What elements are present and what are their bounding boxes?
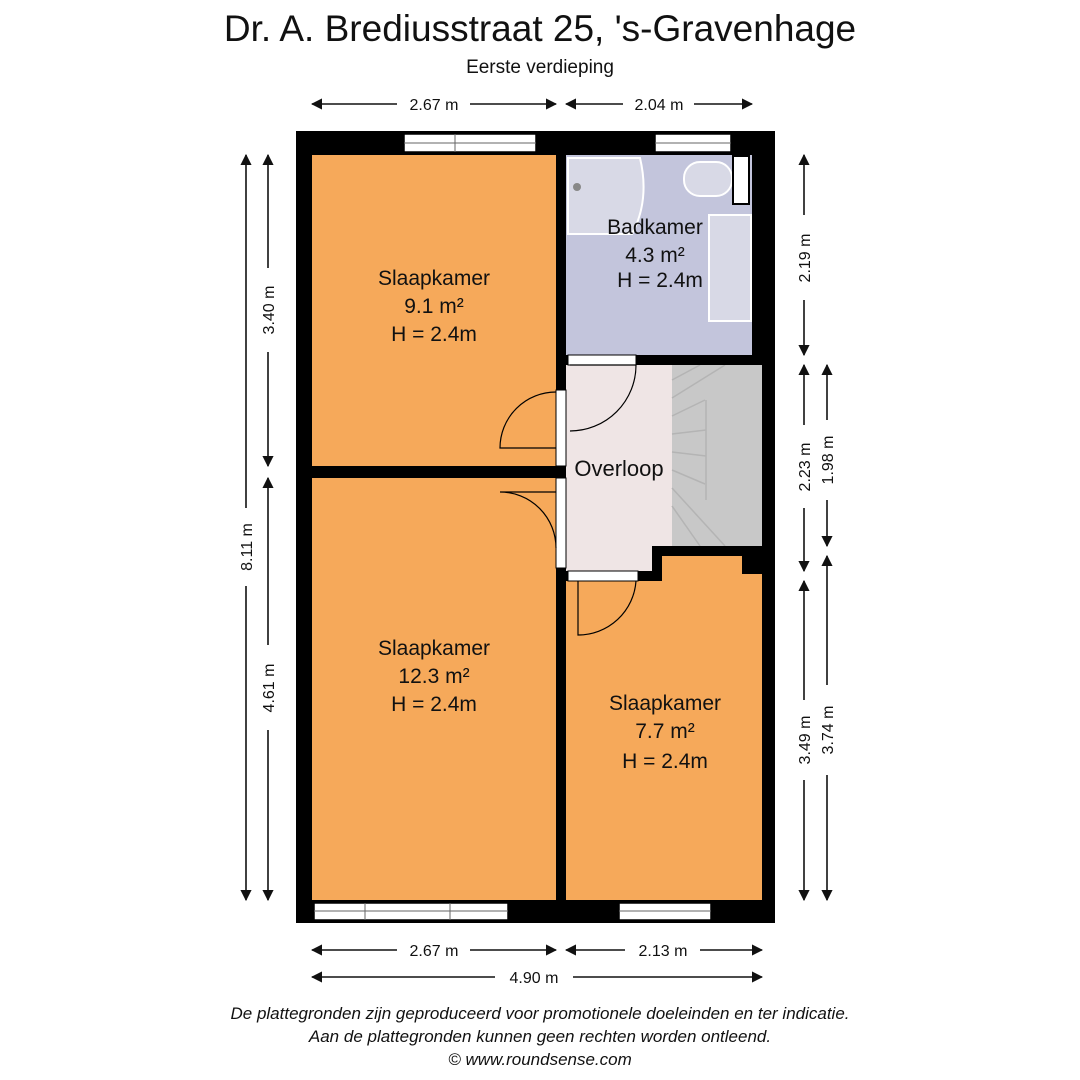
dim-bottom-right: 2.13 m — [638, 943, 688, 960]
bedroom-2-floor — [312, 478, 556, 900]
disclaimer — [0, 1002, 1080, 1071]
landing-name: Overloop — [574, 456, 664, 481]
stairs — [672, 365, 762, 546]
bedroom-2-area: 12.3 m² — [398, 665, 470, 688]
toilet-icon — [684, 162, 732, 196]
bedroom-2-height: H = 2.4m — [391, 693, 477, 716]
dim-right-landing-inner: 1.98 m — [820, 435, 837, 485]
floor-subtitle: Eerste verdieping — [466, 57, 614, 78]
bedroom-1-height: H = 2.4m — [391, 323, 477, 346]
bedroom-2-name: Slaapkamer — [377, 637, 491, 660]
bathroom-height: H = 2.4m — [617, 269, 703, 292]
bedroom-1-area: 9.1 m² — [404, 295, 464, 318]
dim-left-total: 8.11 m — [239, 523, 256, 571]
bedroom-1-name: Slaapkamer — [377, 267, 491, 290]
dim-right-bath: 2.19 m — [797, 233, 814, 283]
dim-bottom-total: 4.90 m — [509, 970, 559, 987]
disclaimer-line-2: Aan de plattegronden kunnen geen rechten worden ontleend. — [308, 1027, 772, 1046]
dim-right-bedroom-outer: 3.49 m — [797, 715, 814, 765]
copyright-line: © www.roundsense.com — [448, 1050, 632, 1069]
disclaimer-line-1: De plattegronden zijn geproduceerd voor promotionele doeleinden en ter indicatie. — [230, 1004, 850, 1023]
bathroom-window-frame — [733, 156, 749, 204]
bedroom-3-area: 7.7 m² — [635, 720, 695, 743]
dim-top-left: 2.67 m — [409, 97, 459, 114]
bathroom-area: 4.3 m² — [625, 244, 685, 267]
dim-left-upper: 3.40 m — [261, 285, 278, 335]
washbasin-unit — [709, 215, 751, 321]
dim-bottom-left: 2.67 m — [409, 943, 459, 960]
bathroom-name: Badkamer — [607, 216, 703, 239]
page-title: Dr. A. Brediusstraat 25, 's-Gravenhage — [223, 8, 857, 49]
bedroom-3-name: Slaapkamer — [608, 692, 722, 715]
dim-right-bedroom-inner: 3.74 m — [820, 705, 837, 755]
dim-left-lower: 4.61 m — [261, 663, 278, 713]
shower-head-icon — [573, 183, 581, 191]
dim-top-right: 2.04 m — [634, 97, 684, 114]
dim-right-landing-outer: 2.23 m — [797, 442, 814, 492]
bedroom-3-height: H = 2.4m — [622, 750, 708, 773]
